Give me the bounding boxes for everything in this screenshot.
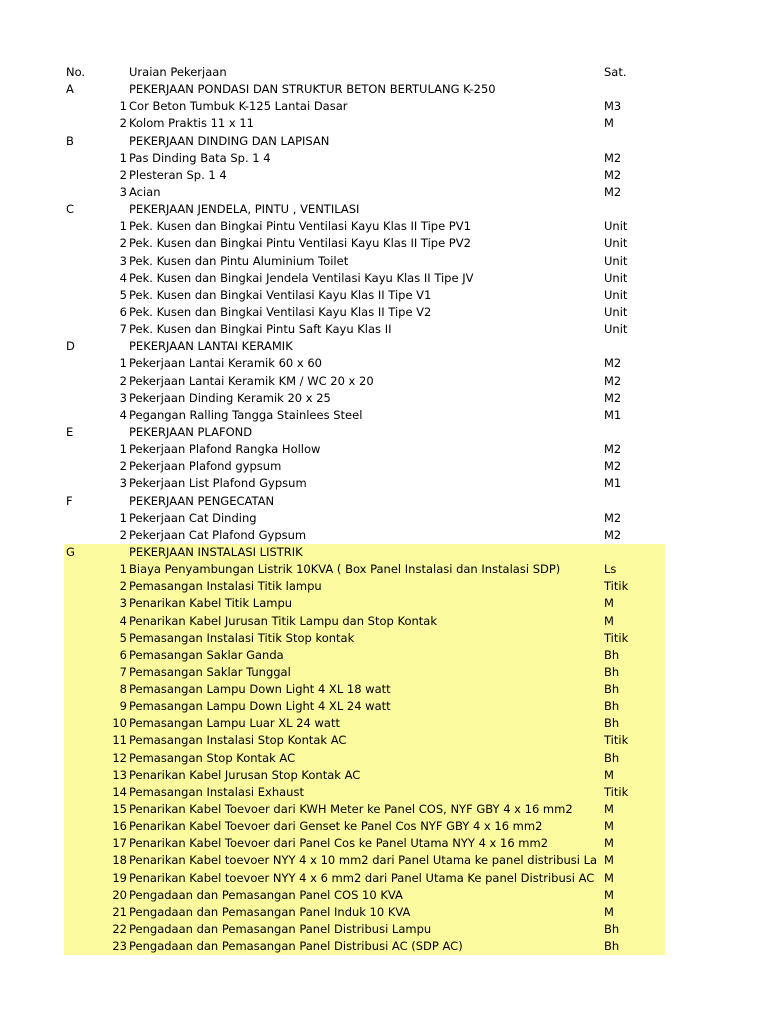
item-description: Pek. Kusen dan Pintu Aluminium Toilet: [129, 253, 349, 268]
item-unit: Titik: [604, 579, 629, 594]
item-unit: M2: [604, 150, 622, 165]
item-description: Pengadaan dan Pemasangan Panel COS 10 KVA: [129, 887, 403, 902]
item-description: Pekerjaan Lantai Keramik 60 x 60: [129, 356, 322, 371]
item-description: Penarikan Kabel toevoer NYY 4 x 10 mm2 dari Panel Utama ke panel distribusi La: [129, 853, 598, 868]
table-row: [64, 921, 665, 938]
item-number: 18: [112, 853, 127, 868]
item-number: 5: [119, 287, 127, 302]
item-unit: M2: [604, 510, 622, 525]
item-unit: M: [604, 116, 614, 131]
item-number: 2: [119, 373, 127, 388]
table-row: [64, 870, 665, 887]
item-unit: M: [604, 596, 614, 611]
section-header-row: [64, 81, 665, 98]
item-number: 1: [119, 150, 127, 165]
item-unit: M2: [604, 167, 622, 182]
item-unit: Titik: [604, 630, 629, 645]
item-number: 1: [119, 510, 127, 525]
item-unit: M: [604, 870, 614, 885]
header-description: Uraian Pekerjaan: [129, 65, 227, 79]
item-unit: M3: [604, 99, 622, 114]
item-unit: Bh: [604, 750, 620, 765]
item-unit: Bh: [604, 699, 620, 714]
item-unit: M: [604, 836, 614, 851]
table-row: [64, 818, 665, 835]
section-title: PEKERJAAN PONDASI DAN STRUKTUR BETON BERTULANG K-250: [129, 82, 496, 97]
table-row: [64, 115, 665, 132]
item-unit: Bh: [604, 716, 620, 731]
item-number: 15: [112, 802, 127, 817]
item-number: 2: [119, 459, 127, 474]
item-unit: M2: [604, 527, 622, 542]
item-number: 2: [119, 116, 127, 131]
item-unit: Titik: [604, 784, 629, 799]
item-unit: M: [604, 904, 614, 919]
table-row: [64, 287, 665, 304]
item-unit: Bh: [604, 682, 620, 697]
item-number: 13: [112, 767, 127, 782]
item-number: 23: [112, 939, 127, 954]
item-number: 6: [119, 304, 127, 319]
table-row: [64, 441, 665, 458]
item-number: 4: [119, 270, 127, 285]
item-number: 17: [112, 836, 127, 851]
section-letter: A: [66, 82, 74, 97]
item-description: Pemasangan Instalasi Titik lampu: [129, 579, 322, 594]
section-title: PEKERJAAN INSTALASI LISTRIK: [129, 544, 303, 559]
table-row: [64, 698, 665, 715]
item-unit: M1: [604, 476, 622, 491]
item-number: 4: [119, 613, 127, 628]
table-row: [64, 784, 665, 801]
table-row: [64, 613, 665, 630]
item-number: 19: [112, 870, 127, 885]
item-number: 3: [119, 184, 127, 199]
item-unit: M2: [604, 184, 622, 199]
item-description: Pemasangan Lampu Luar XL 24 watt: [129, 716, 340, 731]
item-description: Plesteran Sp. 1 4: [129, 167, 227, 182]
table-row: [64, 150, 665, 167]
table-row: [64, 510, 665, 527]
section-header-row: [64, 338, 665, 355]
table-row: [64, 647, 665, 664]
item-unit: M: [604, 853, 614, 868]
table-row: [64, 595, 665, 612]
section-header-row: [64, 544, 665, 561]
item-number: 5: [119, 630, 127, 645]
item-description: Biaya Penyambungan Listrik 10KVA ( Box Panel Instalasi dan Instalasi SDP): [129, 562, 561, 577]
item-number: 11: [112, 733, 127, 748]
table-row: [64, 304, 665, 321]
item-unit: Bh: [604, 922, 620, 937]
table-row: [64, 681, 665, 698]
section-header-row: [64, 201, 665, 218]
item-description: Pas Dinding Bata Sp. 1 4: [129, 150, 271, 165]
item-unit: M1: [604, 407, 622, 422]
item-description: Pekerjaan List Plafond Gypsum: [129, 476, 307, 491]
item-description: Pemasangan Instalasi Stop Kontak AC: [129, 733, 347, 748]
item-number: 20: [112, 887, 127, 902]
item-description: Penarikan Kabel toevoer NYY 4 x 6 mm2 dari Panel Utama Ke panel Distribusi AC: [129, 870, 595, 885]
item-description: Penarikan Kabel Titik Lampu: [129, 596, 293, 611]
item-number: 3: [119, 253, 127, 268]
table-row: [64, 98, 665, 115]
item-description: Kolom Praktis 11 x 11: [129, 116, 254, 131]
section-letter: D: [66, 339, 75, 354]
table-row: [64, 578, 665, 595]
item-description: Pek. Kusen dan Bingkai Ventilasi Kayu Klas II Tipe V1: [129, 287, 432, 302]
item-unit: Unit: [604, 287, 628, 302]
item-number: 2: [119, 579, 127, 594]
item-description: Pemasangan Instalasi Titik Stop kontak: [129, 630, 355, 645]
item-description: Pekerjaan Cat Plafond Gypsum: [129, 527, 307, 542]
table-row: [64, 184, 665, 201]
table-row: [64, 373, 665, 390]
item-number: 9: [119, 699, 127, 714]
item-number: 2: [119, 236, 127, 251]
table-row: [64, 390, 665, 407]
work-item-table: [64, 64, 665, 955]
item-description: Pemasangan Saklar Ganda: [129, 647, 284, 662]
item-number: 3: [119, 390, 127, 405]
item-unit: M2: [604, 390, 622, 405]
table-row: [64, 167, 665, 184]
table-body: [64, 81, 665, 955]
item-number: 14: [112, 784, 127, 799]
table-header-row: [64, 64, 665, 81]
section-header-row: [64, 424, 665, 441]
item-description: Cor Beton Tumbuk K-125 Lantai Dasar: [129, 99, 348, 114]
item-description: Pengadaan dan Pemasangan Panel Induk 10 KVA: [129, 904, 411, 919]
table-row: [64, 458, 665, 475]
item-number: 1: [119, 562, 127, 577]
item-unit: Ls: [604, 562, 617, 577]
item-unit: Bh: [604, 647, 620, 662]
section-letter: B: [66, 133, 74, 148]
item-description: Pek. Kusen dan Bingkai Pintu Ventilasi Kayu Klas II Tipe PV2: [129, 236, 471, 251]
section-title: PEKERJAAN PLAFOND: [129, 424, 253, 439]
table-row: [64, 801, 665, 818]
item-unit: Unit: [604, 253, 628, 268]
table-row: [64, 630, 665, 647]
item-unit: M: [604, 802, 614, 817]
item-unit: Bh: [604, 939, 620, 954]
item-unit: M2: [604, 373, 622, 388]
section-title: PEKERJAAN LANTAI KERAMIK: [129, 339, 293, 354]
item-description: Pemasangan Instalasi Exhaust: [129, 784, 304, 799]
item-description: Pengadaan dan Pemasangan Panel Distribusi AC (SDP AC): [129, 939, 463, 954]
section-letter: E: [66, 424, 74, 439]
table-row: [64, 715, 665, 732]
table-row: [64, 218, 665, 235]
item-number: 1: [119, 99, 127, 114]
table-row: [64, 355, 665, 372]
table-row: [64, 475, 665, 492]
table-row: [64, 407, 665, 424]
item-unit: Unit: [604, 322, 628, 337]
item-number: 8: [119, 682, 127, 697]
item-unit: Unit: [604, 219, 628, 234]
item-number: 1: [119, 442, 127, 457]
item-description: Penarikan Kabel Toevoer dari KWH Meter ke Panel COS, NYF GBY 4 x 16 mm2: [129, 802, 573, 817]
item-number: 6: [119, 647, 127, 662]
item-description: Pek. Kusen dan Bingkai Ventilasi Kayu Klas II Tipe V2: [129, 304, 432, 319]
item-number: 12: [112, 750, 127, 765]
item-unit: Unit: [604, 236, 628, 251]
item-number: 21: [112, 904, 127, 919]
item-number: 3: [119, 476, 127, 491]
item-description: Penarikan Kabel Jurusan Titik Lampu dan Stop Kontak: [129, 613, 437, 628]
table-row: [64, 938, 665, 955]
item-unit: M2: [604, 459, 622, 474]
item-unit: M: [604, 767, 614, 782]
item-number: 7: [119, 664, 127, 679]
section-letter: G: [66, 544, 75, 559]
item-unit: Unit: [604, 270, 628, 285]
item-description: Pek. Kusen dan Bingkai Jendela Ventilasi Kayu Klas II Tipe JV: [129, 270, 474, 285]
item-number: 1: [119, 356, 127, 371]
table-row: [64, 904, 665, 921]
item-description: Pekerjaan Cat Dinding: [129, 510, 257, 525]
section-title: PEKERJAAN JENDELA, PINTU , VENTILASI: [129, 202, 360, 217]
table-row: [64, 321, 665, 338]
item-unit: Bh: [604, 664, 620, 679]
item-description: Pemasangan Stop Kontak AC: [129, 750, 296, 765]
item-unit: M2: [604, 442, 622, 457]
table-row: [64, 750, 665, 767]
table-row: [64, 235, 665, 252]
item-number: 10: [112, 716, 127, 731]
item-unit: M2: [604, 356, 622, 371]
item-number: 1: [119, 219, 127, 234]
section-title: PEKERJAAN PENGECATAN: [129, 493, 275, 508]
item-description: Acian: [129, 184, 161, 199]
item-unit: M: [604, 613, 614, 628]
section-title: PEKERJAAN DINDING DAN LAPISAN: [129, 133, 330, 148]
item-description: Pekerjaan Lantai Keramik KM / WC 20 x 20: [129, 373, 374, 388]
item-number: 2: [119, 527, 127, 542]
item-description: Pek. Kusen dan Bingkai Pintu Saft Kayu Klas II: [129, 322, 392, 337]
header-unit: Sat.: [604, 65, 627, 79]
item-unit: Titik: [604, 733, 629, 748]
table-row: [64, 732, 665, 749]
item-number: 22: [112, 922, 127, 937]
item-description: Pekerjaan Plafond gypsum: [129, 459, 282, 474]
header-no: No.: [66, 65, 86, 79]
item-description: Pek. Kusen dan Bingkai Pintu Ventilasi Kayu Klas II Tipe PV1: [129, 219, 471, 234]
table-row: [64, 887, 665, 904]
item-number: 16: [112, 819, 127, 834]
item-number: 7: [119, 322, 127, 337]
table-row: [64, 270, 665, 287]
section-letter: C: [66, 202, 75, 217]
item-description: Pegangan Ralling Tangga Stainlees Steel: [129, 407, 363, 422]
item-description: Pekerjaan Dinding Keramik 20 x 25: [129, 390, 331, 405]
section-header-row: [64, 493, 665, 510]
table-row: [64, 835, 665, 852]
item-description: Pekerjaan Plafond Rangka Hollow: [129, 442, 321, 457]
item-description: Pemasangan Saklar Tunggal: [129, 664, 291, 679]
table-row: [64, 852, 665, 869]
item-unit: Unit: [604, 304, 628, 319]
section-letter: F: [66, 493, 73, 508]
item-number: 4: [119, 407, 127, 422]
table-row: [64, 561, 665, 578]
item-number: 2: [119, 167, 127, 182]
item-description: Pemasangan Lampu Down Light 4 XL 24 watt: [129, 699, 391, 714]
item-unit: M: [604, 819, 614, 834]
item-description: Pemasangan Lampu Down Light 4 XL 18 watt: [129, 682, 391, 697]
table-row: [64, 767, 665, 784]
item-unit: M: [604, 887, 614, 902]
section-header-row: [64, 133, 665, 150]
table-row: [64, 527, 665, 544]
item-description: Pengadaan dan Pemasangan Panel Distribusi Lampu: [129, 922, 432, 937]
item-number: 3: [119, 596, 127, 611]
table-row: [64, 253, 665, 270]
item-description: Penarikan Kabel Toevoer dari Genset ke Panel Cos NYF GBY 4 x 16 mm2: [129, 819, 543, 834]
table-row: [64, 664, 665, 681]
item-description: Penarikan Kabel Jurusan Stop Kontak AC: [129, 767, 361, 782]
item-description: Penarikan Kabel Toevoer dari Panel Cos ke Panel Utama NYY 4 x 16 mm2: [129, 836, 549, 851]
